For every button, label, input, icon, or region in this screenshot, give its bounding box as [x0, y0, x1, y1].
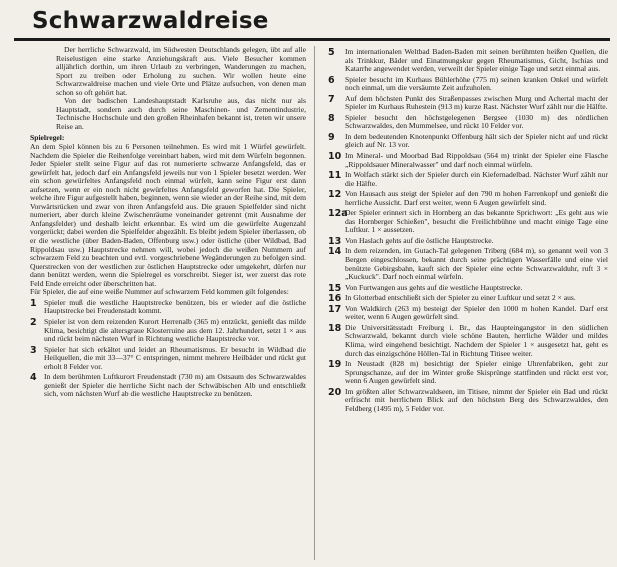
item-text: In dem bedeutenden Knotenpunkt Offenburg hält sich der Spieler nicht auf und rückt gleich auf Nr. 13 vor.	[345, 131, 608, 150]
title-bar	[14, 6, 610, 41]
list-item	[328, 294, 608, 303]
rules-heading: Spielregel:	[30, 133, 65, 143]
list-item	[328, 95, 608, 112]
item-number: 1	[30, 297, 37, 309]
list-item	[328, 190, 608, 207]
item-number: 17	[328, 303, 342, 315]
item-number: 2	[30, 316, 37, 328]
item-number: 7	[328, 93, 335, 105]
item-number: 6	[328, 74, 335, 86]
list-item	[328, 388, 608, 414]
list-item	[328, 324, 608, 358]
item-number: 13	[328, 235, 342, 247]
left-column	[30, 46, 306, 399]
item-number: 16	[328, 293, 342, 305]
item-text: Von Furtwangen aus gehts auf die westliche Hauptstrecke.	[345, 282, 523, 292]
list-item	[328, 284, 608, 293]
item-text: In Wolfach stärkt sich der Spieler durch ein Kiefernadelbad. Nächster Wurf zählt nur die Hälfte.	[345, 170, 608, 188]
list-item	[30, 299, 306, 316]
item-text: Spieler ist von dem reizenden Kurort Herrenalb (365 m) entzückt, genießt das milde Klima, besichtigt die altersgraue Klosterruine aus dem 12. Jahrhundert, setzt 1 × aus und rückt beim nächsten Wurf in Richtung westliche Hauptstrecke vor.	[44, 316, 306, 344]
item-number: 5	[328, 47, 335, 58]
item-text: Spieler besucht den höchstgelegenen Bergsee (1030 m) des nördlichen Schwarzwaldes, den Mummelsee, und rückt 10 Felder vor.	[345, 112, 608, 131]
list-item	[30, 346, 306, 372]
item-text: In Glotterbad entschließt sich der Spieler zu einer Luftkur und setzt 2 × aus.	[345, 293, 576, 303]
item-number: 14	[328, 246, 342, 258]
list-item	[328, 237, 608, 246]
item-text: In dem reizenden, im Gutach-Tal gelegenen Triberg (684 m), so genannt weil von 3 Bergen eingeschlossen, bekannt durch seine prächtigen Wasserfälle und eine viel benützte Gebirgsbahn, kauft sich der Spieler eine echte Schwarzwalduhr, ruft 3 × „Kuckuck". Darf noch einmal würfeln.	[345, 246, 608, 282]
right-column	[328, 46, 608, 415]
item-number: 10	[328, 151, 342, 163]
list-item	[328, 133, 608, 150]
rules-text: An dem Spiel können bis zu 6 Personen teilnehmen. Es wird mit 1 Würfel gewürfelt. Nachdem die Spieler die Reihenfolge vereinbart haben, wird mit dem Würfeln begonnen. Jeder Spieler stellt seine Figur auf das rot numerierte schwarze Anfangsfeld, das er gewürfelt hat, jedoch darf ein Anfangsfeld jeweils nur von 1 Spieler besetzt werden. Wer ein schon gewürfeltes Anfangsfeld noch einmal würfelt, kann seine Figur erst dann aufsetzen, wenn er ein noch nicht gewürfeltes Anfangsfeld geworfen hat. Die Spieler, welche ihre Figur aufgestellt haben, beginnen, wenn sie wieder an der Reihe sind, mit dem Vorwärtsrücken und zwar von ihren Anfangsfeld aus. Die grauen Spielfelder sind nicht numeriert, aber durch kleine Zwischenräume voneinander getrennt (mit Ausnahme der Anfangsfelder) und deshalb leicht erkennbar. Es wird um die gewürfelte Augenzahl vorgerückt; dabei werden die Spielfelder abgezählt. Es bleibt jedem Spieler überlassen, ob er die westliche (über Baden-Baden, Offenburg usw.) oder östliche (über Wildbad, Bad Rippoldsau usw.) Hauptstrecke nehmen will, wobei jedoch die weißen Nummern auf schwarzem Feld zu beachten und evtl. vorgeschriebene Wegänderungen zu befolgen sind. Querstrecken von der westlichen zur östlichen Hauptstrecke oder umgekehrt, dürfen nur dann benützt werden, wenn die Spielregel es vorschreibt. Sieger ist, wer zuerst das rote Feld Ende erreicht oder überschritten hat.	[30, 142, 306, 288]
item-number: 19	[328, 359, 342, 371]
list-item	[328, 152, 608, 169]
list-item	[328, 48, 608, 74]
column-divider	[314, 46, 315, 560]
list-item	[328, 171, 608, 188]
list-item	[328, 247, 608, 281]
item-number: 11	[328, 170, 342, 182]
item-text: Die Universitätsstadt Freiburg i. Br., das Haupteingangstor in den südlichen Schwarzwald, bekannt durch viele schöne Bauten, herrliche Wälder und mildes Klima, wird eingehend besichtigt. Nachdem der Spieler 1 × ausgesetzt hat, geht es durch das einzigschöne Höllen-Tal in Richtung Titisee weiter.	[345, 322, 608, 358]
item-number: 15	[328, 282, 342, 294]
list-item	[328, 76, 608, 93]
left-items-list	[30, 299, 306, 399]
list-item	[328, 209, 608, 235]
item-text: Von Haslach gehts auf die östliche Hauptstrecke.	[345, 235, 494, 245]
page-title: Schwarzwaldreise	[32, 8, 269, 34]
list-item	[328, 114, 608, 131]
intro-paragraph: Der herrliche Schwarzwald, im Südwesten Deutschlands gelegen, übt auf alle Reiselustigen eine starke Anziehungskraft aus. Viele Besucher kommen alljährlich dorthin, um ihren Urlaub zu verbringen, Wanderungen zu machen, Sport zu treiben oder Erholung zu suchen. Wir wollen heute eine Schwarzwaldreise machen und viele Orte und Plätze aufsuchen, von denen man schon so oft gehört hat.	[56, 45, 306, 97]
item-number: 4	[30, 372, 37, 384]
list-item	[30, 318, 306, 344]
item-number: 20	[328, 386, 342, 398]
item-number: 3	[30, 344, 37, 356]
item-text: Spieler muß die westliche Hauptstrecke benützen, bis er wieder auf die östliche Hauptstrecke bei Freudenstadt kommt.	[44, 297, 306, 316]
item-text: Im internationalen Weltbad Baden-Baden mit seinen berühmten heißen Quellen, die als Trinkkur, Bäder und Einatmungskur gegen Rheumatismus, Gicht, Ischias und Katarrhe angewendet werden, verweilt der Spieler einige Tage und setzt einmal aus.	[345, 47, 608, 74]
list-item	[30, 373, 306, 399]
item-text: Spieler besucht im Kurhaus Bühlerhöhe (775 m) seinen kranken Onkel und würfelt noch einmal, um die versäumte Zeit aufzuholen.	[345, 74, 608, 93]
item-text: Von Waldkirch (263 m) besteigt der Spieler den 1000 m hohen Kandel. Darf erst weiter, wenn 6 Augen gewürfelt sind.	[345, 303, 608, 322]
item-text: Im größten aller Schwarzwaldseen, im Titisee, nimmt der Spieler ein Bad und rückt erfrischt mit herrlichem Blick auf den höchsten Berg des Schwarzwaldes, den Feldberg (1495 m), 5 Felder vor.	[345, 386, 608, 413]
item-text: In Neustadt (828 m) besichtigt der Spieler einige Uhrenfabriken, geht zur Sprungschanze, auf der im Winter große Skisprünge stattfinden und rückt erst vor, wenn 6 Augen gewürfelt sind.	[345, 359, 608, 386]
item-number: 12a	[328, 208, 348, 220]
item-number: 18	[328, 322, 342, 334]
intro-paragraph: Von der badischen Landeshauptstadt Karlsruhe aus, das nicht nur als Hauptstadt, sondern auch durch seine Maschinen- und Zementindustrie, Technische Hochschule und den großen Rheinhafen bekannt ist, treten wir unsere Reise an.	[56, 96, 306, 131]
item-text: Von Hausach aus steigt der Spieler auf den 790 m hohen Farrenkopf und genießt die herrliche Aussicht. Darf erst weiter, wenn 6 Augen gewürfelt sind.	[345, 189, 608, 207]
list-item	[328, 305, 608, 322]
rules-section	[30, 134, 306, 296]
item-number: 8	[328, 112, 335, 124]
intro-section	[30, 46, 306, 131]
list-item	[328, 360, 608, 386]
rules-text-note: Für Spieler, die auf eine weiße Nummer auf schwarzem Feld kommen gilt folgendes:	[30, 287, 289, 297]
item-text: Spieler hat sich erkältet und leidet an Rheumatismus. Er besucht in Wildbad die Heilquellen, die mit 33—37° C entspringen, nimmt mehrere Heilbäder und rückt gut erholt 8 Felder vor.	[44, 344, 306, 371]
item-text: Im Mineral- und Moorbad Bad Rippoldsau (564 m) trinkt der Spieler eine Flasche „Rippoldsauer Mineralwasser" und darf noch einmal würfeln.	[345, 151, 608, 169]
item-text: In dem berühmten Luftkurort Freudenstadt (730 m) am Ostsaum des Schwarzwaldes genießt der Spieler die herrliche Sicht nach der Schwäbischen Alb und entschließt sich, vom nächsten Wurf ab die westliche Hauptstrecke zu benützen.	[44, 372, 306, 399]
item-text: Auf dem höchsten Punkt des Straßenpasses zwischen Murg und Achertal macht der Spieler im Kurhaus Ruhestein (913 m) kurze Rast. Nächster Wurf zählt nur die Hälfte.	[345, 93, 608, 112]
item-text: Der Spieler erinnert sich in Hornberg an das bekannte Sprichwort: „Es geht aus wie das Hornberger Schießen", besucht die Freilichtbühne und macht einige Tage eine Luftkur. 1 × aussetzen.	[345, 208, 608, 235]
item-number: 9	[328, 131, 335, 143]
item-number: 12	[328, 189, 342, 201]
